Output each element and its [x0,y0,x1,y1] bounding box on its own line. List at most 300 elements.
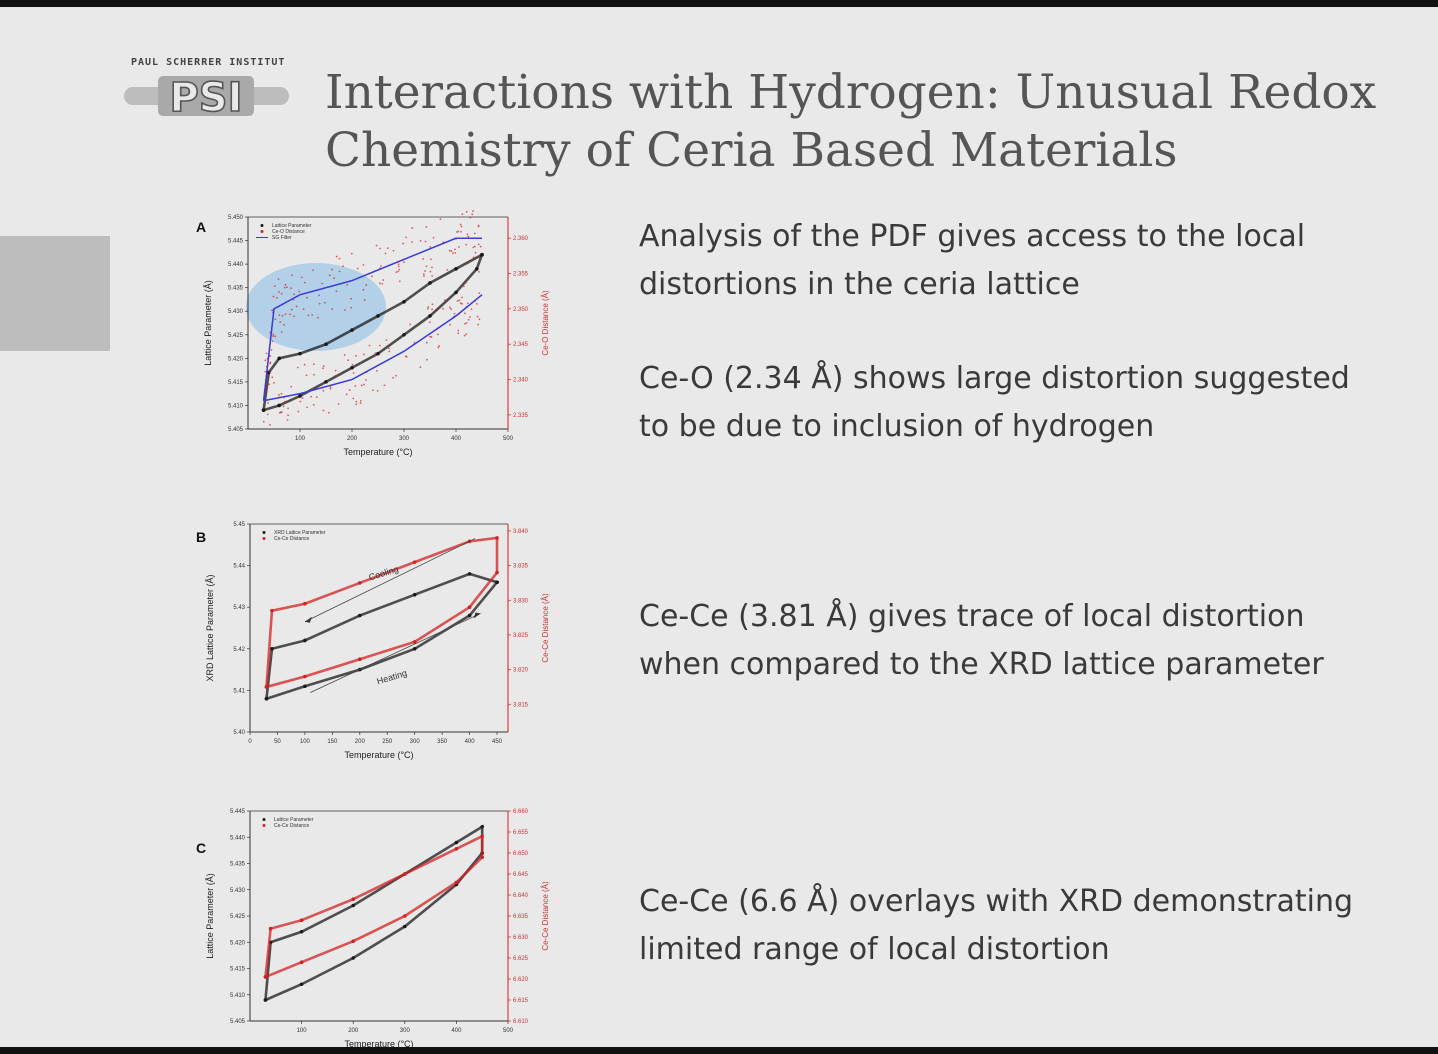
ce-o-point [287,414,289,416]
y2-tick-label: 3.815 [513,702,529,709]
legend-swatch [261,224,264,227]
data-point [324,342,328,346]
legend-swatch [263,824,266,827]
series-line [265,836,482,977]
data-point [264,975,268,979]
ce-o-point [301,276,303,278]
ce-o-point [318,295,320,297]
ce-o-point [452,252,454,254]
x-tick-label: 100 [299,739,310,745]
y-tick-label: 5.435 [229,861,245,868]
ce-o-point [384,384,386,386]
ce-o-point [456,231,458,233]
ce-o-point [274,318,276,320]
ce-o-point [377,390,379,392]
data-point [303,684,307,688]
ce-o-point [442,308,444,310]
y-tick-label: 5.445 [227,238,243,245]
y-tick-label: 5.415 [227,379,243,386]
y2-tick-label: 3.840 [513,528,529,535]
data-point [468,572,472,576]
ce-o-point [304,364,306,366]
ce-o-point [422,258,424,260]
y2-tick-label: 6.610 [513,1019,529,1025]
data-point [298,352,302,356]
data-point [480,825,484,829]
data-point [351,956,355,960]
ce-o-point [363,384,365,386]
ce-o-point [291,274,293,276]
logo-caption: PAUL SCHERRER INSTITUT [131,57,286,68]
data-point [495,580,499,584]
data-point [277,357,281,361]
ce-o-point [458,299,460,301]
ce-o-point [387,247,389,249]
ce-o-point [333,277,335,279]
chart-b [190,512,560,774]
legend-entry: Ce-O Distance [272,229,305,235]
ce-o-point [411,227,413,229]
ce-o-point [461,226,463,228]
ce-o-point [297,411,299,413]
ce-o-point [331,269,333,271]
ce-o-point [385,253,387,255]
y2-tick-label: 6.615 [513,998,529,1004]
ce-o-point [271,309,273,311]
ce-o-point [425,265,427,267]
data-point [265,697,269,701]
data-point [480,834,484,838]
data-point [413,593,417,597]
ce-o-point [449,307,451,309]
ce-o-point [357,268,359,270]
ce-o-point [269,424,271,426]
ce-o-point [303,308,305,310]
x-tick-label: 100 [294,436,306,442]
ce-o-point [323,390,325,392]
ce-o-point [313,363,315,365]
ce-o-point [451,250,453,252]
ce-o-point [287,407,289,409]
y-tick-label: 5.430 [229,887,245,894]
ce-o-point [464,335,466,337]
ce-o-point [302,397,304,399]
data-point [413,560,417,564]
y2-tick-label: 6.655 [513,830,529,836]
ce-o-point [313,404,315,406]
ce-o-point [472,210,474,212]
ce-o-point [281,331,283,333]
chart-panel-a [190,203,560,465]
x-tick-label: 450 [492,739,503,745]
bullet-4-line-1: Ce-Ce (6.6 Å) overlays with XRD demonstrating [639,884,1353,919]
ce-o-point [478,292,480,294]
legend-swatch [263,818,266,821]
chart-a [190,203,560,465]
ce-o-point [269,371,271,373]
y2-tick-label: 6.635 [513,914,529,920]
ce-o-point [433,237,435,239]
logo-mark-text: PSI [169,75,243,121]
y2-tick-label: 2.345 [513,342,529,349]
ce-o-point [472,247,474,249]
title-line-2: Chemistry of Ceria Based Materials [325,123,1178,178]
ce-o-point [338,374,340,376]
ce-o-point [306,406,308,408]
bullet-3-line-2: when compared to the XRD lattice parameter [639,647,1324,682]
ce-o-point [457,332,459,334]
ce-o-point [278,314,280,316]
data-point [480,253,484,257]
heating-label: Heating [375,667,409,687]
data-point [495,536,499,540]
legend-swatch [263,531,266,534]
y2-axis-label: Ce-Ce Distance (Å) [541,593,550,663]
y2-tick-label: 6.620 [513,977,529,983]
y2-tick-label: 6.650 [513,851,529,857]
ce-o-point [342,265,344,267]
ce-o-point [285,401,287,403]
ce-o-point [271,376,273,378]
data-point [265,685,269,689]
x-tick-label: 500 [502,436,514,442]
legend-entry: Lattice Parameter [272,223,312,229]
ce-o-point [388,347,390,349]
ce-o-point [360,402,362,404]
ce-o-point [270,362,272,364]
data-point [428,314,432,318]
ce-o-point [375,352,377,354]
ce-o-point [272,335,274,337]
ce-o-point [464,312,466,314]
y2-tick-label: 2.335 [513,412,529,419]
ce-o-point [466,322,468,324]
ce-o-point [382,279,384,281]
ce-o-point [365,379,367,381]
ce-o-point [411,241,413,243]
x-tick-label: 200 [348,1028,359,1034]
ce-o-point [449,250,451,252]
data-point [262,408,266,412]
ce-o-point [281,293,283,295]
data-point [455,881,459,885]
ce-o-point [467,302,469,304]
ce-o-point [437,333,439,335]
x-tick-label: 350 [437,739,448,745]
plot-area-b [205,522,550,760]
data-point [402,333,406,337]
ce-o-point [464,323,466,325]
ce-o-point [371,275,373,277]
data-point [269,927,273,931]
y2-tick-label: 6.645 [513,872,529,878]
side-decoration [0,236,110,351]
ce-o-point [426,342,428,344]
ce-o-point [461,297,463,299]
ce-o-point [268,383,270,385]
panel-b-label: B [196,529,207,545]
ce-o-point [344,309,346,311]
x-axis-label: Temperature (°C) [343,447,413,457]
ce-o-point [289,313,291,315]
legend-entry: Ce-Ce Distance [274,536,310,542]
ce-o-point [271,349,273,351]
data-point [454,291,458,295]
ce-o-point [467,236,469,238]
ce-o-point [355,401,357,403]
ce-o-point [426,359,428,361]
y-tick-label: 5.45 [233,522,245,528]
data-point [303,639,307,643]
ce-o-point [335,370,337,372]
ce-o-point [264,360,266,362]
ce-o-point [330,388,332,390]
y-tick-label: 5.44 [233,563,245,570]
ce-o-point [430,258,432,260]
ce-o-point [398,269,400,271]
page-title [325,64,1377,180]
ce-o-point [465,282,467,284]
y-axis-label: Lattice Parameter (Å) [203,280,213,366]
ce-o-point [379,248,381,250]
ce-o-point [338,403,340,405]
cooling-arrowhead [305,617,312,623]
ce-o-point [306,374,308,376]
bullet-ce-ce-381 [639,593,1324,689]
ce-o-point [477,324,479,326]
data-point [480,855,484,859]
data-point [351,904,355,908]
y-tick-label: 5.405 [229,1019,245,1025]
ce-o-point [355,403,357,405]
ce-o-point [395,271,397,273]
ce-o-point [479,258,481,260]
ce-o-point [331,308,333,310]
ce-o-point [272,340,274,342]
y-tick-label: 5.440 [229,835,245,842]
ce-o-point [350,298,352,300]
ce-o-point [454,313,456,315]
ce-o-point [478,244,480,246]
ce-o-point [276,406,278,408]
ce-o-point [471,308,473,310]
x-tick-label: 250 [382,739,393,745]
ce-o-point [339,271,341,273]
data-point [403,914,407,918]
ce-o-point [431,308,433,310]
legend-entry: SG Filter [272,235,292,241]
y-axis-label: XRD Lattice Parameter (Å) [205,574,215,682]
ce-o-point [478,225,480,227]
x-axis-label: Temperature (°C) [344,1039,414,1049]
ce-o-point [283,324,285,326]
y-tick-label: 5.425 [229,914,245,920]
ce-o-point [347,359,349,361]
ce-o-point [429,321,431,323]
ce-o-point [344,354,346,356]
x-tick-label: 400 [450,436,462,442]
ce-o-point [349,389,351,391]
ce-o-point [381,283,383,285]
bullet-ce-o [639,355,1350,451]
ce-o-point [317,317,319,319]
data-point [298,394,302,398]
ce-o-point [398,263,400,265]
bullet-ce-ce-66 [639,878,1353,974]
y-tick-label: 5.415 [229,966,245,973]
ce-o-point [285,313,287,315]
ce-o-point [369,345,371,347]
data-point [495,571,499,575]
chart-panel-b [190,512,560,774]
x-tick-label: 150 [327,739,338,745]
y2-tick-label: 3.835 [513,563,529,570]
ce-o-point [409,324,411,326]
ce-o-point [312,269,314,271]
ce-o-point [336,256,338,258]
data-point [303,602,307,606]
plot-area-c [205,809,550,1049]
ce-o-point [465,244,467,246]
ce-o-point [355,355,357,357]
data-point [264,998,268,1002]
ce-o-point [299,401,301,403]
ce-o-point [310,396,312,398]
ce-o-point [328,412,330,414]
chart-c [190,799,560,1054]
ce-o-point [321,283,323,285]
ce-o-point [399,280,401,282]
ce-o-point [446,269,448,271]
data-point [350,328,354,332]
ce-o-point [431,275,433,277]
data-point [300,960,304,964]
ce-o-point [316,396,318,398]
cooling-label: Cooling [367,563,400,583]
ce-o-point [353,372,355,374]
ce-o-point [436,309,438,311]
ce-o-point [280,411,282,413]
ce-o-point [291,309,293,311]
ce-o-point [365,284,367,286]
bullet-pdf-analysis [639,213,1305,309]
ce-o-point [282,315,284,317]
ce-o-point [471,213,473,215]
ce-o-point [360,400,362,402]
ce-o-point [266,389,268,391]
ce-o-point [376,245,378,247]
panel-c-label: C [196,840,207,856]
y2-tick-label: 3.820 [513,667,529,674]
ce-o-point [420,240,422,242]
ce-o-point [454,252,456,254]
ce-o-point [304,282,306,284]
x-axis-label: Temperature (°C) [344,750,414,760]
ce-o-point [379,345,381,347]
data-point [428,281,432,285]
bullet-4-line-2: limited range of local distortion [639,932,1110,967]
y-tick-label: 5.405 [227,427,243,433]
ce-o-point [293,293,295,295]
ce-o-point [469,217,471,219]
legend-swatch [261,230,264,233]
y-tick-label: 5.420 [227,356,243,363]
ce-o-point [279,321,281,323]
ce-o-point [476,303,478,305]
ce-o-point [444,299,446,301]
ce-o-point [296,306,298,308]
slide [0,7,1438,1047]
ce-o-point [323,365,325,367]
ce-o-point [274,285,276,287]
y-tick-label: 5.430 [227,309,243,316]
y2-tick-label: 6.660 [513,809,529,815]
bullet-1-line-2: distortions in the ceria lattice [639,267,1080,302]
ce-o-point [285,284,287,286]
data-point [403,925,407,929]
data-point [303,675,307,679]
y2-tick-label: 2.355 [513,271,529,278]
data-point [376,314,380,318]
data-point [270,647,274,651]
ce-o-point [431,303,433,305]
x-tick-label: 300 [399,1028,410,1034]
data-point [351,897,355,901]
panel-a-label: A [196,219,207,235]
x-tick-label: 400 [464,739,475,745]
ce-o-point [297,367,299,369]
ce-o-point [269,355,271,357]
ce-o-point [473,257,475,259]
data-point [403,872,407,876]
y-tick-label: 5.420 [229,940,245,947]
ce-o-point [266,352,268,354]
ce-o-point [264,371,266,373]
y-tick-label: 5.41 [233,688,245,695]
y2-tick-label: 3.825 [513,632,529,639]
legend-entry: Ce-Ce Distance [274,823,310,829]
ce-o-point [267,402,269,404]
ce-o-point [286,286,288,288]
ce-o-point [362,289,364,291]
ce-o-point [403,261,405,263]
ce-o-point [372,389,374,391]
y-tick-label: 5.425 [227,332,243,339]
y-tick-label: 5.410 [229,992,245,999]
y2-tick-label: 3.830 [513,598,529,605]
ce-o-point [478,271,480,273]
ce-o-point [335,290,337,292]
heating-arrowhead [474,612,481,618]
legend-swatch [263,537,266,540]
ce-o-point [319,303,321,305]
ce-o-point [298,291,300,293]
x-tick-label: 300 [398,436,410,442]
ce-o-point [290,287,292,289]
ce-o-point [307,315,309,317]
ce-o-point [429,246,431,248]
ce-o-point [346,393,348,395]
ce-o-point [461,213,463,215]
bullet-1-line-1: Analysis of the PDF gives access to the local [639,219,1306,254]
ce-o-point [477,316,479,318]
data-point [376,352,380,356]
ce-o-point [352,364,354,366]
x-tick-label: 500 [502,1028,514,1034]
ce-o-point [431,267,433,269]
ce-o-point [267,386,269,388]
data-point [270,609,274,613]
